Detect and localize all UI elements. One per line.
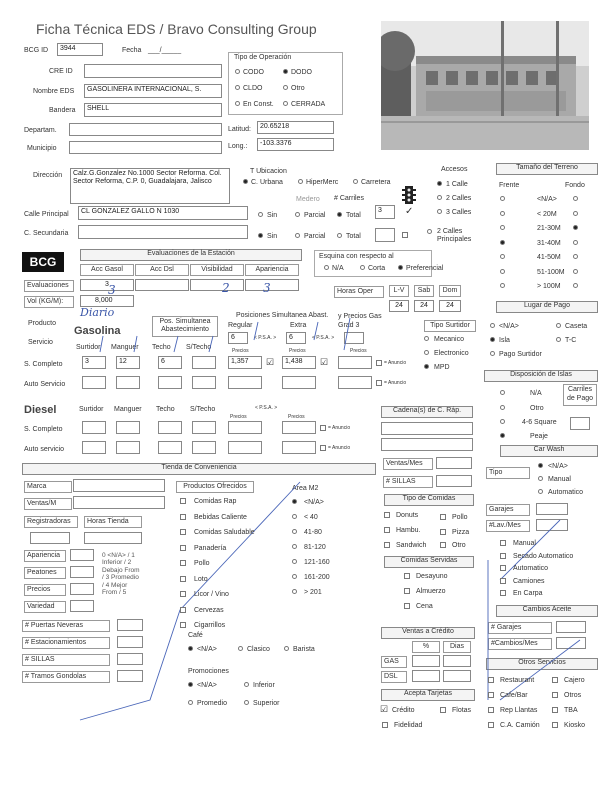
pen-stroke bbox=[314, 322, 318, 340]
terreno-frente-21-30m-radio[interactable] bbox=[500, 225, 505, 230]
psa-label-regular: < P.S.A. > bbox=[254, 335, 277, 341]
producto-pollo-check[interactable] bbox=[180, 560, 186, 566]
regular-psa-field[interactable]: 6 bbox=[228, 332, 248, 344]
precio-extra-check[interactable]: ☑ bbox=[320, 357, 329, 367]
tipo-op-enconst-label: En Const. bbox=[243, 101, 274, 108]
cafe-na-label: <N/A> bbox=[197, 646, 217, 653]
terreno-frente-31-40m-radio[interactable] bbox=[500, 240, 505, 245]
s-completo-label: S. Completo bbox=[24, 361, 63, 368]
pen-stroke bbox=[254, 322, 258, 340]
nombre-label: Nombre EDS bbox=[33, 88, 75, 95]
registradoras-label: Registradoras bbox=[24, 516, 78, 528]
apariencia-label: Apariencia bbox=[24, 550, 66, 562]
area-option-label: 121-160 bbox=[304, 559, 330, 566]
otros-kiosko-check[interactable] bbox=[552, 722, 558, 728]
area-option-label: <N/A> bbox=[304, 499, 324, 506]
horas-sab-label: Sab bbox=[414, 285, 434, 297]
pen-stroke bbox=[100, 336, 103, 352]
otros-option-label: Cafe/Bar bbox=[500, 692, 528, 699]
comida-hambu-label: Hambu. bbox=[396, 527, 421, 534]
evaluaciones-header: Evaluaciones de la Estación bbox=[80, 249, 302, 261]
car-wash-tipo-label: Tipo bbox=[486, 467, 530, 479]
producto-label: Licor / Vino bbox=[194, 591, 229, 598]
handwritten-acc-gasol: 3 bbox=[108, 283, 116, 297]
cambios-aceite-header: Cambios Aceite bbox=[496, 605, 598, 617]
tienda-header: Tienda de Conveniencia bbox=[22, 463, 376, 475]
tarjeta-credito-check[interactable]: ☑ bbox=[380, 704, 389, 714]
carwash-manual-check[interactable] bbox=[500, 540, 506, 546]
sillas-tienda-label: # SILLAS bbox=[22, 654, 110, 666]
pen-stroke bbox=[344, 318, 350, 350]
precios-label: y Precios Gas Grad 3 bbox=[338, 313, 382, 330]
producto-label: Panadería bbox=[194, 544, 227, 552]
carwash-automatico-check[interactable] bbox=[500, 565, 506, 571]
terreno-fondo-20m-radio[interactable] bbox=[573, 211, 578, 216]
ubicacion-hipermerc-label: HiperMerc bbox=[306, 179, 339, 186]
credito-dias-label: Dias bbox=[443, 641, 471, 653]
departam-label: Departam. bbox=[24, 127, 57, 134]
s-completo-manguer[interactable]: 12 bbox=[116, 356, 140, 369]
ventas-credito-header: Ventas a Crédito bbox=[381, 627, 475, 639]
promo-promedio-label: Promedio bbox=[197, 700, 227, 707]
surtidor-electronico-label: Electronico bbox=[434, 350, 469, 357]
car-wash-header: Car Wash bbox=[500, 445, 598, 457]
pen-stroke bbox=[134, 336, 137, 352]
estac-label: # Estacionamientos bbox=[22, 637, 110, 649]
producto-comidas-saludable-check[interactable] bbox=[180, 529, 186, 535]
precio-regular-field[interactable]: 1,357 bbox=[228, 356, 262, 369]
diesel-precios-small-2: Precios bbox=[288, 414, 305, 420]
latitud-field[interactable]: 20.65218 bbox=[257, 121, 334, 134]
handwritten-diario: Diario bbox=[80, 306, 115, 319]
promo-inferior-label: Inferior bbox=[253, 682, 275, 689]
medero-label: Medero bbox=[296, 196, 320, 203]
cre-id-label: CRE ID bbox=[49, 68, 73, 75]
psa-label-extra: < P.S.A. > bbox=[312, 335, 335, 341]
esquina-na-label: N/A bbox=[332, 265, 344, 272]
area-81-120-radio[interactable] bbox=[292, 544, 297, 549]
terreno-frente-100m-radio[interactable] bbox=[500, 283, 505, 288]
puertas-label: # Puertas Neveras bbox=[22, 620, 110, 632]
producto-licor-vino-check[interactable] bbox=[180, 591, 186, 597]
accesos-3-label: 3 Calles bbox=[446, 209, 472, 216]
esquina-label: Esquina con respecto al bbox=[319, 253, 394, 260]
terreno-fondo-31-40m-radio[interactable] bbox=[573, 240, 578, 245]
vol-field[interactable]: 8,000 bbox=[80, 295, 134, 307]
producto-cervezas-check[interactable] bbox=[180, 607, 186, 613]
ventas-mes-label: Ventas/Mes bbox=[383, 458, 433, 470]
scale-line-2: Inferior / 2 bbox=[102, 559, 132, 567]
carwash-check-label: Secado Automatico bbox=[513, 552, 574, 560]
bcg-id-label: BCG ID bbox=[24, 47, 49, 54]
carwash-camiones-check[interactable] bbox=[500, 578, 506, 584]
carwash-secado-automatico-check[interactable] bbox=[500, 553, 506, 559]
area-option-label: > 201 bbox=[304, 589, 322, 596]
area-40-radio[interactable] bbox=[292, 514, 297, 519]
medero-total-label: Total bbox=[346, 212, 361, 219]
accesos-1-label: 1 Calle bbox=[446, 181, 468, 188]
otros-restaurant-check[interactable] bbox=[488, 677, 494, 683]
aceite-cambios-label: #Cambios/Mes bbox=[488, 638, 552, 650]
eval-col-acc-dsl: Acc Dsl bbox=[135, 264, 189, 276]
terreno-frente-label: Frente bbox=[499, 182, 520, 189]
calle-principal-field[interactable]: CL GONZALEZ GALLO N 1030 bbox=[78, 206, 248, 220]
col-surtidor: Surtidor bbox=[76, 344, 101, 351]
carriles-label: # Carriles bbox=[334, 195, 364, 202]
terreno-frente-41-50m-radio[interactable] bbox=[500, 254, 505, 259]
cafe-label: Café bbox=[188, 632, 203, 639]
otros-c-a-cami-n-check[interactable] bbox=[488, 722, 494, 728]
bcg-logo: BCG bbox=[22, 252, 64, 272]
comida-sandwich-label: Sandwich bbox=[396, 542, 427, 549]
col-manguer: Manguer bbox=[111, 344, 139, 351]
terreno-row-label: <N/A> bbox=[537, 196, 557, 203]
comida-pollo-label: Pollo bbox=[452, 514, 468, 521]
col-s-techo: S/Techo bbox=[186, 344, 212, 351]
terreno-row-label: > 100M bbox=[537, 283, 561, 290]
pago-surtidor-label: Pago Surtidor bbox=[499, 351, 542, 358]
terreno-frente-20m-radio[interactable] bbox=[500, 211, 505, 216]
servicio-label: Servicio bbox=[28, 339, 53, 346]
tipo-op-otro-label: Otro bbox=[291, 85, 305, 92]
handwritten-apariencia: 3 bbox=[263, 281, 271, 295]
otros-option-label: TBA bbox=[564, 707, 578, 714]
otros-option-label: Cajero bbox=[564, 677, 585, 684]
producto-label: Loto bbox=[194, 575, 208, 583]
horas-lv-field[interactable]: 24 bbox=[389, 300, 409, 312]
diesel-precios-small-1: Precios bbox=[230, 414, 247, 420]
terreno-row-label: 51-100M bbox=[537, 268, 565, 276]
scale-line-1: 0 <N/A> / 1 bbox=[102, 552, 135, 559]
horas-dom-label: Dom bbox=[439, 285, 461, 297]
tarjeta-flotas-label: Flotas bbox=[452, 707, 472, 714]
precio-regular-check[interactable]: ☑ bbox=[266, 357, 275, 367]
lav-mes-label: #Lav./Mes bbox=[486, 520, 530, 532]
disp-otro-label: Otro bbox=[530, 405, 544, 412]
area-option-label: 81-120 bbox=[304, 544, 326, 551]
otros-cafe-bar-check[interactable] bbox=[488, 692, 494, 698]
area-label: Area M2 bbox=[292, 485, 319, 492]
area-201-radio[interactable] bbox=[292, 589, 297, 594]
terreno-fondo-41-50m-radio[interactable] bbox=[573, 254, 578, 259]
carriles-pago-label: Carriles de Pago bbox=[563, 384, 597, 406]
otros-option-label: Kiosko bbox=[564, 722, 586, 729]
lugar-pago-header: Lugar de Pago bbox=[496, 301, 598, 313]
producto-comidas-rap-check[interactable] bbox=[180, 498, 186, 504]
gasolina-label: Gasolina bbox=[74, 325, 121, 337]
c-secundaria-label: C. Secundaria bbox=[24, 230, 69, 237]
producto-label: Cigarrillos bbox=[194, 622, 226, 629]
pen-stroke bbox=[80, 482, 300, 720]
pos-simult-label: Pos. Simultanea Abastecimiento bbox=[152, 316, 218, 337]
col-techo: Techo bbox=[152, 344, 171, 351]
disp-square-label: 4-6 Square bbox=[522, 419, 557, 426]
auto-servicio-label: Auto Servicio bbox=[24, 381, 66, 388]
esquina-corta-label: Corta bbox=[368, 265, 386, 272]
ubicacion-urbana-label: C. Urbana bbox=[251, 179, 283, 186]
carwash-en-carpa-check[interactable] bbox=[500, 590, 506, 596]
area-option-label: 41-80 bbox=[304, 529, 322, 536]
producto-bebidas-caliente-check[interactable] bbox=[180, 514, 186, 520]
bcg-id-field[interactable]: 3944 bbox=[57, 43, 103, 56]
comidas-servidas-header: Comidas Servidas bbox=[384, 556, 474, 568]
tipo-op-cerrada-label: CERRADA bbox=[291, 101, 326, 108]
comida-otro-label: Otro bbox=[452, 542, 466, 549]
horas-dom-field[interactable]: 24 bbox=[439, 300, 461, 312]
accesos-2-label: 2 Calles bbox=[446, 195, 472, 202]
row3-parcial-label: Parcial bbox=[304, 233, 326, 240]
pago-tc-label: T-C bbox=[565, 337, 577, 344]
bandera-field[interactable]: SHELL bbox=[84, 103, 222, 117]
terreno-row-label: 41-50M bbox=[537, 254, 561, 261]
producto-cigarrillos-check[interactable] bbox=[180, 622, 186, 628]
esquina-preferencial-label: Preferencial bbox=[406, 265, 444, 272]
eval-col-apariencia: Apariencia bbox=[245, 264, 299, 276]
cadenas-header: Cadena(s) de C. Ráp. bbox=[381, 406, 473, 418]
latitud-label: Latitud: bbox=[228, 126, 251, 133]
area-121-160-radio[interactable] bbox=[292, 559, 297, 564]
marca-label: Marca bbox=[24, 481, 72, 493]
fecha-field[interactable]: ___/_____ bbox=[148, 47, 182, 54]
servida-cena-label: Cena bbox=[416, 603, 433, 610]
pen-stroke bbox=[174, 336, 178, 352]
extra-psa-field[interactable]: 6 bbox=[286, 332, 306, 344]
tipo-op-codo-label: CODO bbox=[243, 69, 264, 76]
terreno-row-label: 31-40M bbox=[537, 239, 561, 247]
municipio-label: Municipio bbox=[27, 145, 57, 152]
fecha-label: Fecha bbox=[122, 47, 142, 54]
evaluaciones-row-label: Evaluaciones bbox=[24, 280, 74, 292]
horas-oper-label: Horas Oper bbox=[334, 286, 384, 298]
producto-loto-check[interactable] bbox=[180, 576, 186, 582]
carwash-check-label: Manual bbox=[513, 540, 536, 547]
area-41-80-radio[interactable] bbox=[292, 529, 297, 534]
medero-sin-label: Sin bbox=[267, 212, 278, 219]
producto-panader-a-check[interactable] bbox=[180, 545, 186, 551]
direccion-label: Dirección bbox=[33, 172, 63, 179]
producto-label: Cervezas bbox=[194, 606, 224, 614]
disposicion-header: Disposición de Islas bbox=[484, 370, 598, 382]
ubicacion-label: T Ubicacion bbox=[250, 168, 287, 175]
otros-rep-llantas-check[interactable] bbox=[488, 707, 494, 713]
producto-label: Pollo bbox=[194, 560, 210, 567]
diesel-auto-anuncio-label: = Anuncio bbox=[328, 445, 351, 451]
terreno-row-label: < 20M bbox=[537, 210, 557, 218]
cafe-clasico-label: Clasico bbox=[247, 646, 270, 653]
otros-option-label: Otros bbox=[564, 692, 582, 699]
auto-anuncio-label: = Anuncio bbox=[384, 380, 407, 386]
tipo-surtidor-label: Tipo Surtidor bbox=[424, 320, 476, 332]
precios-small-grad3: Precios bbox=[350, 348, 367, 354]
tipo-op-cldo-label: CLDO bbox=[243, 85, 263, 92]
s-completo-techo[interactable]: 6 bbox=[158, 356, 182, 369]
terreno-fondo-n-a-radio[interactable] bbox=[573, 196, 578, 201]
area-option-label: < 40 bbox=[304, 514, 318, 521]
vol-label: Vol (KG/M): bbox=[24, 296, 74, 308]
otros-otros-check[interactable] bbox=[552, 692, 558, 698]
bandera-label: Bandera bbox=[49, 107, 76, 114]
carriles-field[interactable]: 3 bbox=[375, 205, 395, 219]
otros-option-label: Rep Llantas bbox=[500, 707, 538, 714]
scale-line-3: Debajo From bbox=[102, 566, 140, 574]
producto-label: Comidas Saludable bbox=[194, 529, 255, 536]
diesel-auto-label: Auto servicio bbox=[24, 446, 65, 453]
otros-tba-check[interactable] bbox=[552, 707, 558, 713]
horas-lv-label: L-V bbox=[389, 285, 409, 297]
scale-line-4: / 3 Promedio bbox=[102, 574, 139, 582]
precio-extra-field[interactable]: 1,438 bbox=[282, 356, 316, 369]
area-161-200-radio[interactable] bbox=[292, 574, 297, 579]
aceite-garajes-label: # Garajes bbox=[488, 622, 552, 634]
regular-label: Regular bbox=[228, 322, 253, 329]
peatones-label: Peatones bbox=[24, 567, 66, 579]
precios-small-regular: Precios bbox=[232, 348, 249, 354]
s-completo-surtidor[interactable]: 3 bbox=[82, 356, 106, 369]
tramos-label: # Tramos Gondolas bbox=[22, 671, 110, 683]
promo-superior-label: Superior bbox=[253, 700, 280, 707]
terreno-fondo-51-100m-radio[interactable] bbox=[573, 269, 578, 274]
terreno-fondo-label: Fondo bbox=[565, 182, 585, 189]
medero-parcial-label: Parcial bbox=[304, 212, 326, 219]
diesel-psa-label: < P.S.A. > bbox=[255, 405, 278, 411]
otros-cajero-check[interactable] bbox=[552, 677, 558, 683]
diesel-s-completo-label: S. Completo bbox=[24, 426, 63, 433]
horas-tienda-label: Horas Tienda bbox=[84, 516, 142, 528]
credito-gas-label: GAS bbox=[381, 656, 407, 668]
diesel-col-manguer: Manguer bbox=[114, 406, 142, 413]
credito-dsl-label: DSL bbox=[381, 671, 407, 683]
credito-pct-label: % bbox=[412, 641, 440, 653]
producto-label: Bebidas Caliente bbox=[194, 513, 247, 521]
disp-na-label: N/A bbox=[530, 390, 542, 397]
precios-tienda-label: Precios bbox=[24, 584, 66, 596]
carwash-check-label: Camiones bbox=[513, 577, 545, 585]
promo-na-label: <N/A> bbox=[197, 682, 217, 689]
carwash-check-label: Automatico bbox=[513, 565, 549, 572]
carwash-auto-label: Automatico bbox=[548, 489, 584, 496]
diesel-label: Diesel bbox=[24, 404, 57, 416]
terreno-fondo-21-30m-radio[interactable] bbox=[573, 225, 578, 230]
pago-isla-label: Isla bbox=[499, 337, 510, 344]
row3-total-label: Total bbox=[346, 233, 361, 240]
surtidor-mpd-label: MPD bbox=[434, 364, 450, 371]
handwritten-visibilidad: 2 bbox=[222, 281, 230, 295]
longitud-field[interactable]: -103.3376 bbox=[257, 138, 334, 151]
carwash-check-label: En Carpa bbox=[513, 590, 543, 597]
tarjeta-credito-label: Crédito bbox=[392, 707, 415, 714]
accesos-label: Accesos bbox=[441, 166, 468, 173]
pos-simult-label2: Posiciones Simultanea Abast. bbox=[236, 312, 329, 319]
precios-small-extra: Precios bbox=[289, 348, 306, 354]
longitud-label: Long.: bbox=[228, 143, 248, 150]
comida-pizza-label: Pizza bbox=[452, 529, 470, 536]
otros-option-label: C.A. Camión bbox=[500, 722, 540, 729]
calle-principal-label: Calle Principal bbox=[24, 211, 69, 218]
direccion-field[interactable]: Calz.G.Gonzalez No.1000 Sector Reforma. Col. Sector Reforma, C.P. 0, Guadalajara, Jalisco bbox=[70, 168, 230, 204]
accesos-2p-label: 2 Calles Principales bbox=[437, 228, 472, 244]
scale-line-5: / 4 Mejor bbox=[102, 581, 128, 589]
diesel-col-surtidor: Surtidor bbox=[79, 406, 104, 413]
diesel-col-s-techo: S/Techo bbox=[190, 406, 216, 413]
terreno-row-label: 21-30M bbox=[537, 225, 561, 232]
tarjeta-fidelidad-label: Fidelidad bbox=[394, 722, 423, 729]
carwash-manual-label: Manual bbox=[548, 476, 571, 483]
tipo-operacion-label: Tipo de Operación bbox=[234, 54, 292, 61]
nombre-field[interactable]: GASOLINERA INTERNACIONAL, S. bbox=[84, 84, 222, 98]
page-title: Ficha Técnica EDS / Bravo Consulting Group bbox=[36, 21, 317, 37]
anuncio-label: = Anuncio bbox=[384, 360, 407, 366]
pen-stroke bbox=[500, 640, 580, 700]
terreno-frente-n-a-radio[interactable] bbox=[500, 196, 505, 201]
tipo-op-dodo-label: DODO bbox=[291, 69, 312, 76]
surtidor-mecanico-label: Mecanico bbox=[434, 336, 464, 343]
variedad-label: Variedad bbox=[24, 601, 66, 613]
otros-option-label: Restaurant bbox=[500, 677, 535, 684]
servida-almuerzo-label: Almuerzo bbox=[416, 588, 446, 595]
tipo-comidas-header: Tipo de Comidas bbox=[384, 494, 474, 506]
terreno-frente-51-100m-radio[interactable] bbox=[500, 269, 505, 274]
ubicacion-carretera-label: Carretera bbox=[361, 179, 391, 186]
tarjetas-header: Acepta Tarjetas bbox=[381, 689, 475, 701]
otros-servicios-header: Otros Servicios bbox=[486, 658, 598, 670]
comida-donuts-label: Donuts bbox=[396, 512, 419, 519]
productos-label: Productos Ofrecidos bbox=[176, 481, 254, 493]
eval-col-acc-gasol: Acc Gasol bbox=[80, 264, 134, 276]
terreno-header: Tamaño del Terreno bbox=[496, 163, 598, 175]
carwash-na-label: <N/A> bbox=[548, 463, 568, 470]
pago-na-label: <N/A> bbox=[499, 323, 519, 330]
eval-acc-gasol-field[interactable]: 3 bbox=[80, 279, 134, 291]
carriles-check-icon: ✓ bbox=[405, 206, 414, 217]
pago-caseta-label: Caseta bbox=[565, 323, 588, 330]
servida-desayuno-label: Desayuno bbox=[416, 573, 448, 580]
producto-label: Producto bbox=[28, 320, 57, 327]
cafe-barista-label: Barista bbox=[293, 646, 315, 653]
horas-sab-field[interactable]: 24 bbox=[414, 300, 434, 312]
disp-peaje-label: Peaje bbox=[530, 433, 548, 440]
promo-label: Promociones bbox=[188, 668, 229, 675]
row3-sin-label: Sin bbox=[267, 233, 278, 240]
diesel-anuncio-label: = Anuncio bbox=[328, 425, 351, 431]
terreno-fondo-100m-radio[interactable] bbox=[573, 283, 578, 288]
extra-label: Extra bbox=[290, 322, 307, 329]
pen-stroke bbox=[209, 336, 213, 352]
area-option-label: 161-200 bbox=[304, 574, 330, 581]
producto-label: Comidas Rap bbox=[194, 498, 237, 505]
ventas-m-label: Ventas/M bbox=[24, 498, 72, 510]
diesel-col-techo: Techo bbox=[156, 406, 175, 413]
area-n-a-radio[interactable] bbox=[292, 499, 297, 504]
eval-col-visibilidad: Visibilidad bbox=[190, 264, 244, 276]
garajes-label: Garajes bbox=[486, 504, 530, 516]
scale-line-6: From / 5 bbox=[102, 589, 127, 597]
sillas-label: # SILLAS bbox=[383, 476, 433, 488]
